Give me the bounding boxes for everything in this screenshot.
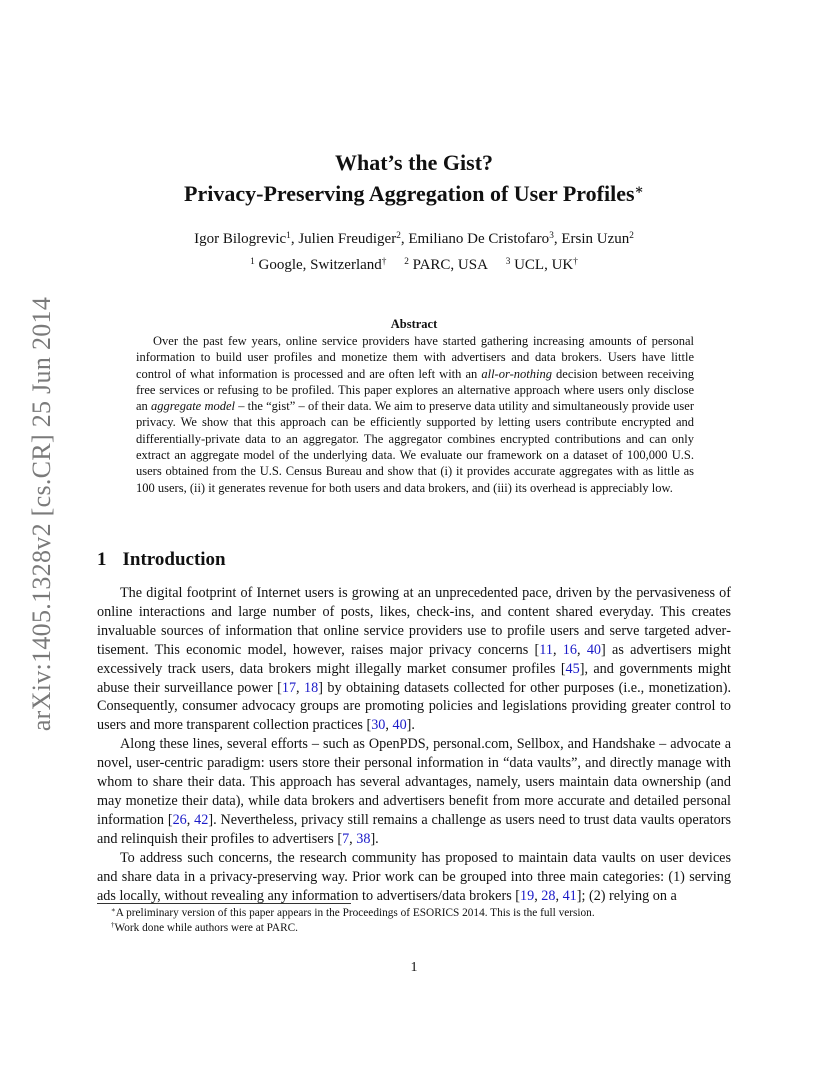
title-footnote-mark: ∗ — [634, 181, 644, 197]
citation-link[interactable]: 26 — [172, 811, 187, 828]
author-affiliation-mark: 2 — [629, 230, 634, 241]
text-run: To address such concerns, the research community has proposed to maintain data vaults on user devices and share data in a privacy-preserving way. Prior work can be grouped into three main categories: (1) serving ads locally, without revealing any information to advertisers/data brokers [ — [97, 849, 731, 904]
citation-link[interactable]: 11 — [539, 641, 553, 658]
text-run: decision between receiving free services or refusing to be profiled. This paper explores an alternative approach where users only disclose an — [136, 366, 694, 414]
footnote-mark: ∗ — [111, 906, 116, 915]
title-line-2-text: Privacy-Preserving Aggregation of User Profiles — [184, 181, 635, 206]
author-separator: , — [553, 231, 562, 247]
text-run: , — [534, 887, 542, 904]
body-paragraph — [97, 584, 731, 735]
affiliation-item — [404, 257, 488, 273]
citation-link[interactable]: 30 — [371, 717, 386, 734]
text-run: ]. — [370, 830, 379, 847]
footnote — [97, 921, 731, 936]
text-run: ] by obtaining datasets collected for other purposes (i.e., monetization). Consequently, consumer advocacy groups are promoting policies and legislations providing greater control to users and more transparent collection practices [ — [97, 679, 731, 734]
author-separator: , — [400, 231, 409, 247]
body-paragraph — [97, 849, 731, 906]
text-run: , — [576, 641, 587, 658]
author-list — [0, 229, 828, 249]
title-line-1-text: What’s the Gist? — [334, 150, 494, 175]
author-affiliation-mark: 2 — [396, 230, 401, 241]
affiliation-list — [0, 255, 828, 275]
emphasized-text: aggregate model — [151, 399, 235, 414]
affiliation-number: 3 — [505, 256, 511, 267]
text-run: ] as advertisers might excessively track users, data brokers might illegally market consumer profiles [ — [97, 641, 731, 677]
introduction-body — [97, 584, 731, 905]
body-paragraph — [97, 735, 731, 848]
text-run: ]. — [406, 717, 415, 734]
affiliation-name: Google, Switzerland — [258, 257, 382, 273]
text-run: Over the past few years, online service providers have started gathering increasing amounts of personal information to build user profiles and monetize them with advertisers and data brokers. Users have little control of what information is processed and are often left with an — [136, 334, 694, 381]
text-run: , — [349, 830, 357, 847]
citation-link[interactable]: 28 — [541, 887, 556, 904]
author-name: Julien Freudiger — [298, 231, 397, 247]
author-affiliation-mark: 1 — [286, 230, 291, 241]
text-run: The digital footprint of Internet users is growing at an unprecedented pace, driven by the pervasiveness of online interactions and large number of posts, likes, check-ins, and content shared everyday. This creates invaluable sources of information that online service providers use to profile users and serve targeted advertisement. This economic model, however, raises major privacy concerns [ — [97, 585, 731, 658]
affiliation-mark: † — [381, 256, 387, 267]
text-run: , — [552, 641, 563, 658]
affiliation-name: PARC, USA — [412, 257, 488, 273]
section-number: 1 — [97, 549, 107, 570]
author-name: Ersin Uzun — [561, 231, 630, 247]
affiliation-item — [506, 257, 578, 273]
text-run: , — [296, 679, 305, 696]
footnote-rule — [97, 903, 351, 904]
author-name: Igor Bilogrevic — [194, 231, 287, 247]
paper-title-line-1 — [0, 147, 828, 178]
citation-link[interactable]: 7 — [342, 830, 350, 847]
text-run: , — [186, 811, 195, 828]
author-affiliation-mark: 3 — [549, 230, 554, 241]
paper-title-line-2 — [0, 178, 828, 209]
affiliation-mark: † — [573, 256, 578, 267]
affiliation-number: 1 — [250, 256, 255, 267]
affiliation-number: 2 — [404, 256, 409, 267]
footnote — [97, 906, 731, 921]
text-run: ]. Nevertheless, privacy still remains a challenge as users need to trust data vaults operators and relinquish their profiles to advertisers [ — [97, 811, 732, 847]
text-run: – the “gist” – of their data. We aim to preserve data utility and simultaneously provide user privacy. We show that this approach can be efficiently supported by letting users contribute encrypted and differentially-private data to an aggregator. The aggregator combines encrypted contributions and can only extract an aggregate model of the underlying data. We evaluate our framework on a dataset of 100,000 U.S. users obtained from the U.S. Census Bureau and show that (i) it provides accurate aggregates with as little as 100 users, (ii) it generates revenue for both users and data brokers, and (iii) its overhead is appreciably low. — [136, 399, 694, 495]
text-run: ]; (2) relying on a — [576, 887, 677, 904]
citation-link[interactable]: 42 — [194, 811, 209, 828]
section-title: Introduction — [122, 549, 226, 570]
affiliation-item — [250, 257, 386, 273]
citation-link[interactable]: 38 — [356, 830, 371, 847]
abstract-heading: Abstract — [390, 317, 438, 331]
footnote-text: A preliminary version of this paper appears in the Proceedings of ESORICS 2014. This is the full version. — [115, 907, 595, 919]
author-separator: , — [290, 231, 299, 247]
text-run: Along these lines, several efforts – such as OpenPDS, personal.com, Sellbox, and Handshake – advocate a novel, user-centric paradigm: users store their personal information in “data vaults”, and directly manage with whom to share their data. This approach has several advantages, namely, users maintain data ownership (and may monetize their data), while data brokers and advertisers benefit from more accurate and detailed personal information [ — [97, 736, 731, 828]
arxiv-identifier-stamp — [22, 297, 62, 731]
text-run: , — [385, 717, 393, 734]
citation-link[interactable]: 16 — [562, 641, 577, 658]
citation-link[interactable]: 45 — [565, 660, 580, 677]
text-run: , — [555, 887, 563, 904]
footnotes — [97, 906, 731, 935]
citation-link[interactable]: 41 — [562, 887, 577, 904]
emphasized-text: all-or-nothing — [481, 366, 552, 381]
citation-link[interactable]: 17 — [281, 679, 297, 696]
citation-link[interactable]: 19 — [520, 887, 535, 904]
author-name: Emiliano De Cristofaro — [408, 231, 550, 247]
footnote-text: Work done while authors were at PARC. — [114, 921, 298, 934]
citation-link[interactable]: 40 — [392, 717, 407, 734]
text-run: ], and governments might abuse their surveillance power [ — [97, 660, 731, 696]
citation-link[interactable]: 18 — [304, 679, 319, 696]
abstract-body — [136, 333, 694, 496]
page-number: 1 — [410, 960, 418, 975]
section-heading — [97, 547, 226, 573]
affiliation-name: UCL, UK — [514, 257, 574, 273]
footnote-mark: † — [111, 920, 115, 929]
arxiv-identifier-text: arXiv:1405.1328v2 [cs.CR] 25 Jun 2014 — [27, 296, 56, 732]
citation-link[interactable]: 40 — [586, 641, 602, 658]
